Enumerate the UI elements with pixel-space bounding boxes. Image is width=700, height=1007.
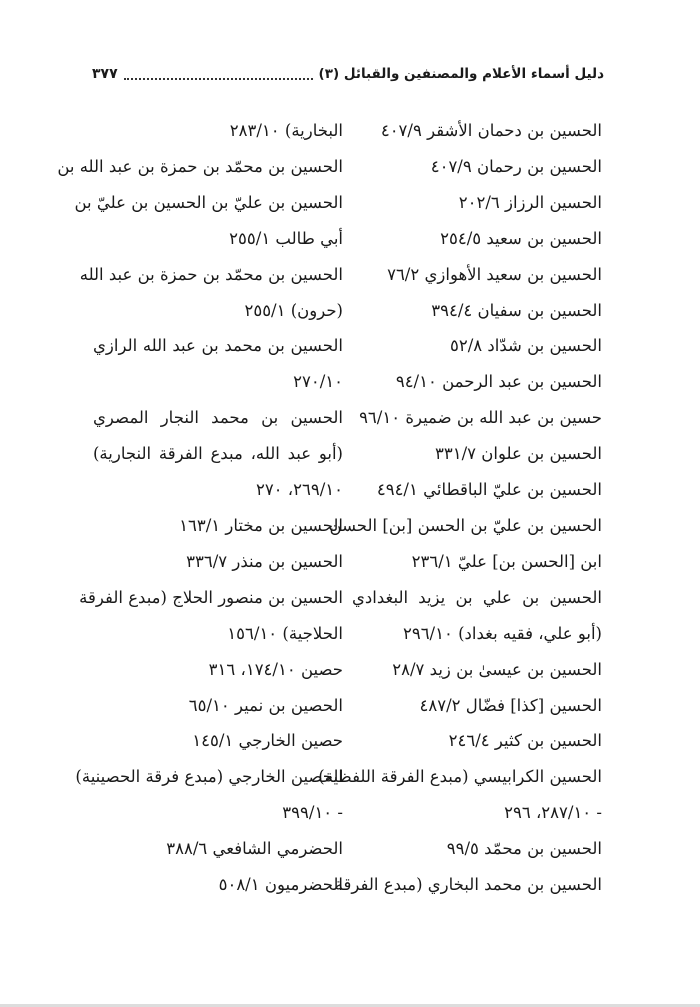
- running-header: [92, 62, 604, 86]
- index-entry: الحصين بن نمير ٦٥/١٠: [188, 695, 343, 715]
- index-entry: - ٢٨٧/١٠، ٢٩٦: [504, 803, 602, 823]
- index-entry: (حرون) ٢٥٥/١: [244, 300, 343, 320]
- index-entry: الحسين بن عليّ الباقطائي ٤٩٤/١: [376, 480, 602, 500]
- index-entry: الحسين بن محمّد ٩٩/٥: [446, 839, 602, 859]
- index-entry: - ٣٩٩/١٠: [282, 803, 343, 823]
- index-entry: البخارية) ٢٨٣/١٠: [229, 121, 343, 140]
- index-entry: الحسين بن سعيد الأهوازي ٧٦/٢: [387, 264, 602, 284]
- index-column-left: [57, 113, 343, 903]
- index-entry: الحسين بن علوان ٣٣١/٧: [435, 444, 602, 464]
- index-entry: الحسين بن سعيد ٢٥٤/٥: [440, 228, 602, 248]
- index-entry: (أبو علي، فقيه بغداد) ٢٩٦/١٠: [402, 623, 602, 643]
- index-entry: أبي طالب ٢٥٥/١: [229, 228, 343, 248]
- header-title: دليل أسماء الأعلام والمصنفين والقبائل (٣): [318, 66, 604, 82]
- index-entry: الحسين بن عليّ بن الحسين بن عليّ بن: [74, 192, 343, 212]
- index-entry: الحسين بن عليّ بن الحسن [بن] الحسن: [329, 515, 602, 535]
- index-entry: الحضرمي الشافعي ٣٨٨/٦: [166, 839, 343, 859]
- leader-dots: [124, 68, 313, 80]
- index-entry: الحصين الخارجي (مبدع فرقة الحصينية): [75, 767, 343, 787]
- index-entry: ٢٦٩/١٠، ٢٧٠: [255, 480, 343, 500]
- index-entry: الحسين بن سفيان ٣٩٤/٤: [431, 300, 602, 320]
- index-entry: الحسين بن محمد البخاري (مبدع الفرقة: [334, 875, 602, 895]
- index-entry: الحضرميون ٥٠٨/١: [218, 875, 343, 895]
- index-entry: ٢٧٠/١٠: [293, 372, 343, 392]
- index-entry: حصين ١٧٤/١٠، ٣١٦: [208, 659, 343, 679]
- index-entry: الحسين بن عبد الرحمن ٩٤/١٠: [395, 372, 602, 392]
- index-entry: (أبو عبد الله، مبدع الفرقة النجارية): [93, 444, 343, 464]
- index-entry: الحسين بن مختار ١٦٣/١: [179, 515, 343, 535]
- index-entry: الحسين [كذا] فضّال ٤٨٧/٢: [419, 695, 602, 715]
- index-entry: الحسين بن منصور الحلاج (مبدع الفرقة: [79, 587, 343, 607]
- index-entry: الحسين بن محمد بن عبد الله الرازي: [93, 336, 343, 356]
- index-entry: الحسين بن محمد النجار المصري: [93, 408, 343, 428]
- index-entry: الحلاجية) ١٥٦/١٠: [227, 623, 343, 643]
- index-entry: حصين الخارجي ١٤٥/١: [192, 731, 343, 751]
- index-entry: الحسين بن رحمان ٤٠٧/٩: [430, 156, 602, 176]
- index-entry: الحسين بن منذر ٣٣٦/٧: [186, 551, 343, 571]
- index-entry: الحسين بن محمّد بن حمزة بن عبد الله: [79, 264, 343, 284]
- index-entry: الحسين بن شدّاد ٥٢/٨: [450, 336, 602, 356]
- index-entry: الحسين بن عيسىٰ بن زيد ٢٨/٧: [392, 659, 602, 679]
- index-entry: ابن [الحسن بن] عليّ ٢٣٦/١: [411, 551, 602, 571]
- index-entry: الحسين بن كثير ٢٤٦/٤: [448, 731, 602, 751]
- page-number: ٣٧٧: [92, 66, 118, 82]
- index-entry: الحسين الكرابيسي (مبدع الفرقة اللفظية): [318, 767, 602, 787]
- index-entry: الحسين بن علي بن يزيد البغدادي: [352, 587, 602, 607]
- index-entry: الحسين بن محمّد بن حمزة بن عبد الله بن: [57, 156, 343, 176]
- index-entry: حسين بن عبد الله بن ضميرة ٩٦/١٠: [359, 408, 602, 428]
- index-entry: الحسين بن دحمان الأشقر ٤٠٧/٩: [380, 121, 602, 140]
- index-entry: الحسين الرزاز ٢٠٢/٦: [458, 192, 602, 212]
